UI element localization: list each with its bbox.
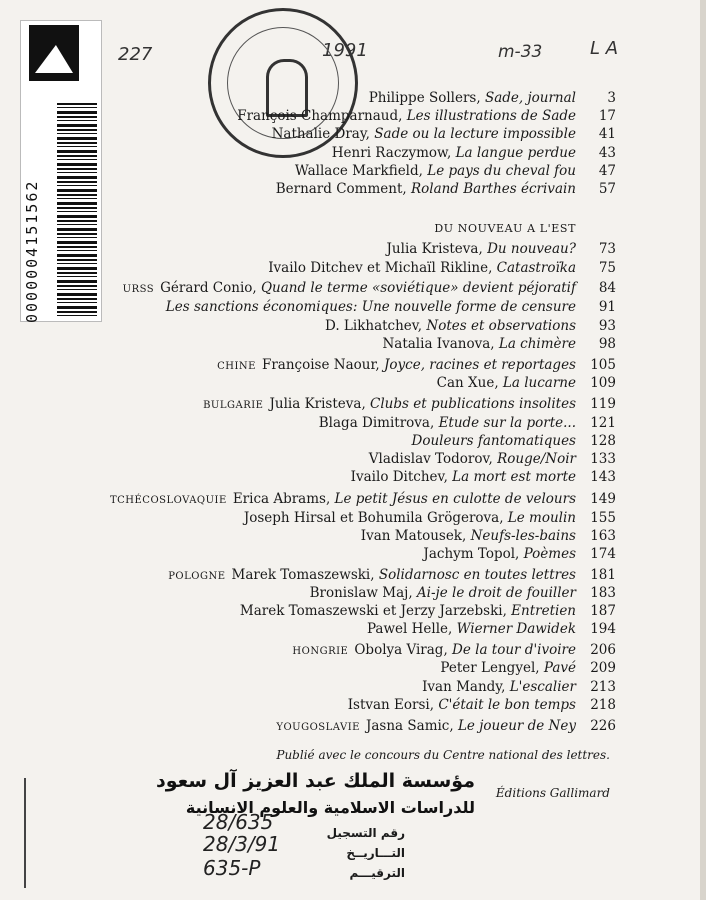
toc-page-number: 128 xyxy=(590,433,616,449)
toc-page-number: 183 xyxy=(590,585,616,601)
toc-author: Ivailo Ditchev, xyxy=(350,469,453,485)
toc-country-label: POLOGNE xyxy=(168,571,226,582)
toc-title: Poèmes xyxy=(523,546,576,562)
arabic-library-stamp xyxy=(155,770,475,890)
toc-author: Ivailo Ditchev et Michaïl Rikline, xyxy=(268,260,497,276)
toc-title: La lucarne xyxy=(502,375,576,391)
toc-title: C'était le bon temps xyxy=(438,697,576,713)
stamp-institution-name: مؤسسة الملك عبد العزيز آل سعود xyxy=(155,770,475,792)
barcode-icon xyxy=(57,103,97,317)
toc-page-number: 84 xyxy=(598,280,616,296)
toc-title: Joyce, racines et reportages xyxy=(384,357,576,373)
toc-title: Sade ou la lecture impossible xyxy=(374,126,576,142)
toc-entry xyxy=(369,88,576,108)
library-logo-icon xyxy=(29,25,79,81)
toc-title: Le pays du cheval fou xyxy=(427,163,576,179)
handwritten-note-4: L A xyxy=(590,38,619,59)
toc-page-number: 98 xyxy=(598,336,616,352)
toc-country-label: CHINE xyxy=(217,361,256,372)
toc-title: Clubs et publications insolites xyxy=(370,396,576,412)
toc-entry xyxy=(423,544,576,564)
toc-title: La chimère xyxy=(498,336,576,352)
toc-title: Solidarnosc en toutes lettres xyxy=(378,567,576,583)
toc-entry xyxy=(168,565,576,585)
handwritten-note-3: m-33 xyxy=(498,42,543,62)
toc-page-number: 174 xyxy=(590,546,616,562)
toc-author: Blaga Dimitrova, xyxy=(318,415,439,431)
toc-author: Philippe Sollers, xyxy=(368,90,485,106)
toc-title: La mort est morte xyxy=(452,469,576,485)
toc-entry xyxy=(295,161,576,181)
section-title: DU NOUVEAU A L'EST xyxy=(434,222,576,235)
toc-title: Le moulin xyxy=(507,510,576,526)
toc-entry xyxy=(369,449,576,469)
toc-title: De la tour d'ivoire xyxy=(452,642,576,658)
toc-entry xyxy=(237,106,576,126)
toc-country-label: YOUGOSLAVIE xyxy=(276,722,360,733)
toc-author: Julia Kristeva, xyxy=(386,241,488,257)
toc-title: Rouge/Noir xyxy=(497,451,576,467)
toc-entry xyxy=(110,489,576,509)
toc-author: Marek Tomaszewski et Jerzy Jarzebski, xyxy=(239,603,512,619)
toc-entry xyxy=(332,143,576,163)
toc-page-number: 41 xyxy=(598,126,616,142)
toc-page-number: 149 xyxy=(590,491,616,507)
toc-entry xyxy=(272,124,576,144)
toc-page-number: 91 xyxy=(598,299,616,315)
toc-page-number: 213 xyxy=(590,679,616,695)
toc-author: Pawel Helle, xyxy=(366,621,457,637)
stamp-class-label: الترقيـــم xyxy=(349,866,405,880)
toc-entry xyxy=(387,239,576,259)
toc-page-number: 133 xyxy=(590,451,616,467)
stamp-register-handwritten: 28/635 xyxy=(203,810,274,834)
toc-author: Istvan Eorsi, xyxy=(347,697,439,713)
toc-author: Can Xue, xyxy=(436,375,503,391)
toc-page-number: 47 xyxy=(598,163,616,179)
toc-author: François Champarnaud, xyxy=(237,108,407,124)
toc-title: Le joueur de Ney xyxy=(457,718,576,734)
toc-page-number: 181 xyxy=(590,567,616,583)
toc-entry xyxy=(244,508,576,528)
toc-entry xyxy=(325,316,576,336)
toc-author: Jasna Samic, xyxy=(365,718,458,734)
toc-page-number: 218 xyxy=(590,697,616,713)
toc-entry xyxy=(351,467,576,487)
toc-title: Ai-je le droit de fouiller xyxy=(416,585,576,601)
toc-author: Peter Lengyel, xyxy=(440,660,544,676)
stamp-class-handwritten: 635-P xyxy=(203,856,261,880)
toc-author: Françoise Naour, xyxy=(261,357,384,373)
barcode-label xyxy=(20,20,102,322)
toc-title: Notes et observations xyxy=(426,318,576,334)
toc-page-number: 226 xyxy=(590,718,616,734)
toc-entry xyxy=(123,278,576,298)
toc-country-label: TCHÉCOSLOVAQUIE xyxy=(109,495,227,506)
handwritten-note-2: 1991 xyxy=(322,40,368,61)
toc-country-label: BULGARIE xyxy=(203,400,264,411)
stamp-date-handwritten: 28/3/91 xyxy=(203,832,281,856)
toc-author: Nathalie Dray, xyxy=(271,126,375,142)
toc-entry xyxy=(217,355,576,375)
stamp-institution-subtitle: للدراسات الاسلامية والعلوم الانسانية xyxy=(185,798,475,817)
toc-page-number: 105 xyxy=(590,357,616,373)
toc-author: Jachym Topol, xyxy=(423,546,524,562)
toc-author: Joseph Hirsal et Bohumila Grögerova, xyxy=(243,510,508,526)
page-edge-divider xyxy=(700,0,706,900)
toc-country-label: URSS xyxy=(122,284,155,295)
toc-author: Natalia Ivanova, xyxy=(382,336,499,352)
toc-title: Douleurs fantomatiques xyxy=(411,433,576,449)
toc-title: Quand le terme «soviétique» devient péjoratif xyxy=(260,280,576,296)
toc-title: Entretien xyxy=(511,603,576,619)
toc-page-number: 187 xyxy=(590,603,616,619)
toc-entry xyxy=(292,640,576,660)
toc-entry xyxy=(440,658,576,678)
toc-page-number: 194 xyxy=(590,621,616,637)
toc-page-number: 163 xyxy=(590,528,616,544)
toc-title: Les illustrations de Sade xyxy=(406,108,576,124)
toc-title: Roland Barthes écrivain xyxy=(410,181,576,197)
toc-country-label: HONGRIE xyxy=(292,646,349,657)
toc-author: Bronislaw Maj, xyxy=(309,585,417,601)
toc-page-number: 155 xyxy=(590,510,616,526)
toc-page-number: 17 xyxy=(598,108,616,124)
barcode-digits: 0000004151562 xyxy=(23,179,41,323)
handwritten-note-1: 227 xyxy=(118,44,153,65)
toc-author: Marek Tomaszewski, xyxy=(231,567,379,583)
toc-entry xyxy=(203,394,576,414)
toc-title: Du nouveau? xyxy=(487,241,576,257)
toc-author: Vladislav Todorov, xyxy=(368,451,498,467)
toc-title: Neufs-les-bains xyxy=(470,528,576,544)
toc-page-number: 75 xyxy=(598,260,616,276)
toc-entry xyxy=(310,583,576,603)
toc-page-number: 206 xyxy=(590,642,616,658)
toc-page-number: 121 xyxy=(590,415,616,431)
toc-author: Bernard Comment, xyxy=(275,181,411,197)
toc-page-number: 109 xyxy=(590,375,616,391)
toc-author: D. Likhatchev, xyxy=(324,318,427,334)
toc-page-number: 57 xyxy=(598,181,616,197)
toc-author: Gérard Conio, xyxy=(160,280,261,296)
toc-page-number: 209 xyxy=(590,660,616,676)
publisher-name: Éditions Gallimard xyxy=(495,786,610,800)
toc-title: Les sanctions économiques: Une nouvelle forme de censure xyxy=(165,299,576,315)
toc-entry xyxy=(367,619,576,639)
toc-entry xyxy=(319,413,576,433)
toc-author: Henri Raczymow, xyxy=(331,145,456,161)
toc-author: Ivan Mandy, xyxy=(422,679,510,695)
toc-author: Julia Kristeva, xyxy=(269,396,371,412)
toc-page-number: 73 xyxy=(598,241,616,257)
toc-title: Sade, journal xyxy=(484,90,576,106)
toc-title: Pavé xyxy=(543,660,576,676)
toc-author: Ivan Matousek, xyxy=(360,528,471,544)
publication-note: Publié avec le concours du Centre national des lettres. xyxy=(276,748,610,762)
toc-entry xyxy=(276,179,576,199)
toc-page-number: 43 xyxy=(598,145,616,161)
toc-entry xyxy=(276,716,576,736)
toc-entry xyxy=(382,334,576,354)
stamp-register-label: رقم التسجيل xyxy=(326,826,405,840)
toc-page-number: 119 xyxy=(590,396,616,412)
margin-handwriting-mark xyxy=(24,778,66,888)
stamp-date-label: التـــاريــخ xyxy=(346,846,405,860)
toc-author: Obolya Virag, xyxy=(354,642,453,658)
toc-title: Wierner Dawidek xyxy=(456,621,576,637)
toc-entry xyxy=(412,431,576,451)
toc-entry xyxy=(240,601,576,621)
toc-entry xyxy=(361,526,576,546)
toc-entry xyxy=(348,695,576,715)
toc-page-number: 93 xyxy=(598,318,616,334)
toc-title: Etude sur la porte... xyxy=(438,415,576,431)
toc-page-number: 3 xyxy=(607,90,616,106)
toc-entry xyxy=(166,297,576,317)
toc-title: L'escalier xyxy=(509,679,576,695)
toc-page-number: 143 xyxy=(590,469,616,485)
toc-author: Wallace Markfield, xyxy=(294,163,428,179)
toc-entry xyxy=(437,373,576,393)
toc-title: Le petit Jésus en culotte de velours xyxy=(334,491,576,507)
toc-title: La langue perdue xyxy=(455,145,576,161)
toc-author: Erica Abrams, xyxy=(232,491,335,507)
toc-title: Catastroïka xyxy=(496,260,576,276)
toc-entry xyxy=(268,258,576,278)
toc-entry xyxy=(422,677,576,697)
